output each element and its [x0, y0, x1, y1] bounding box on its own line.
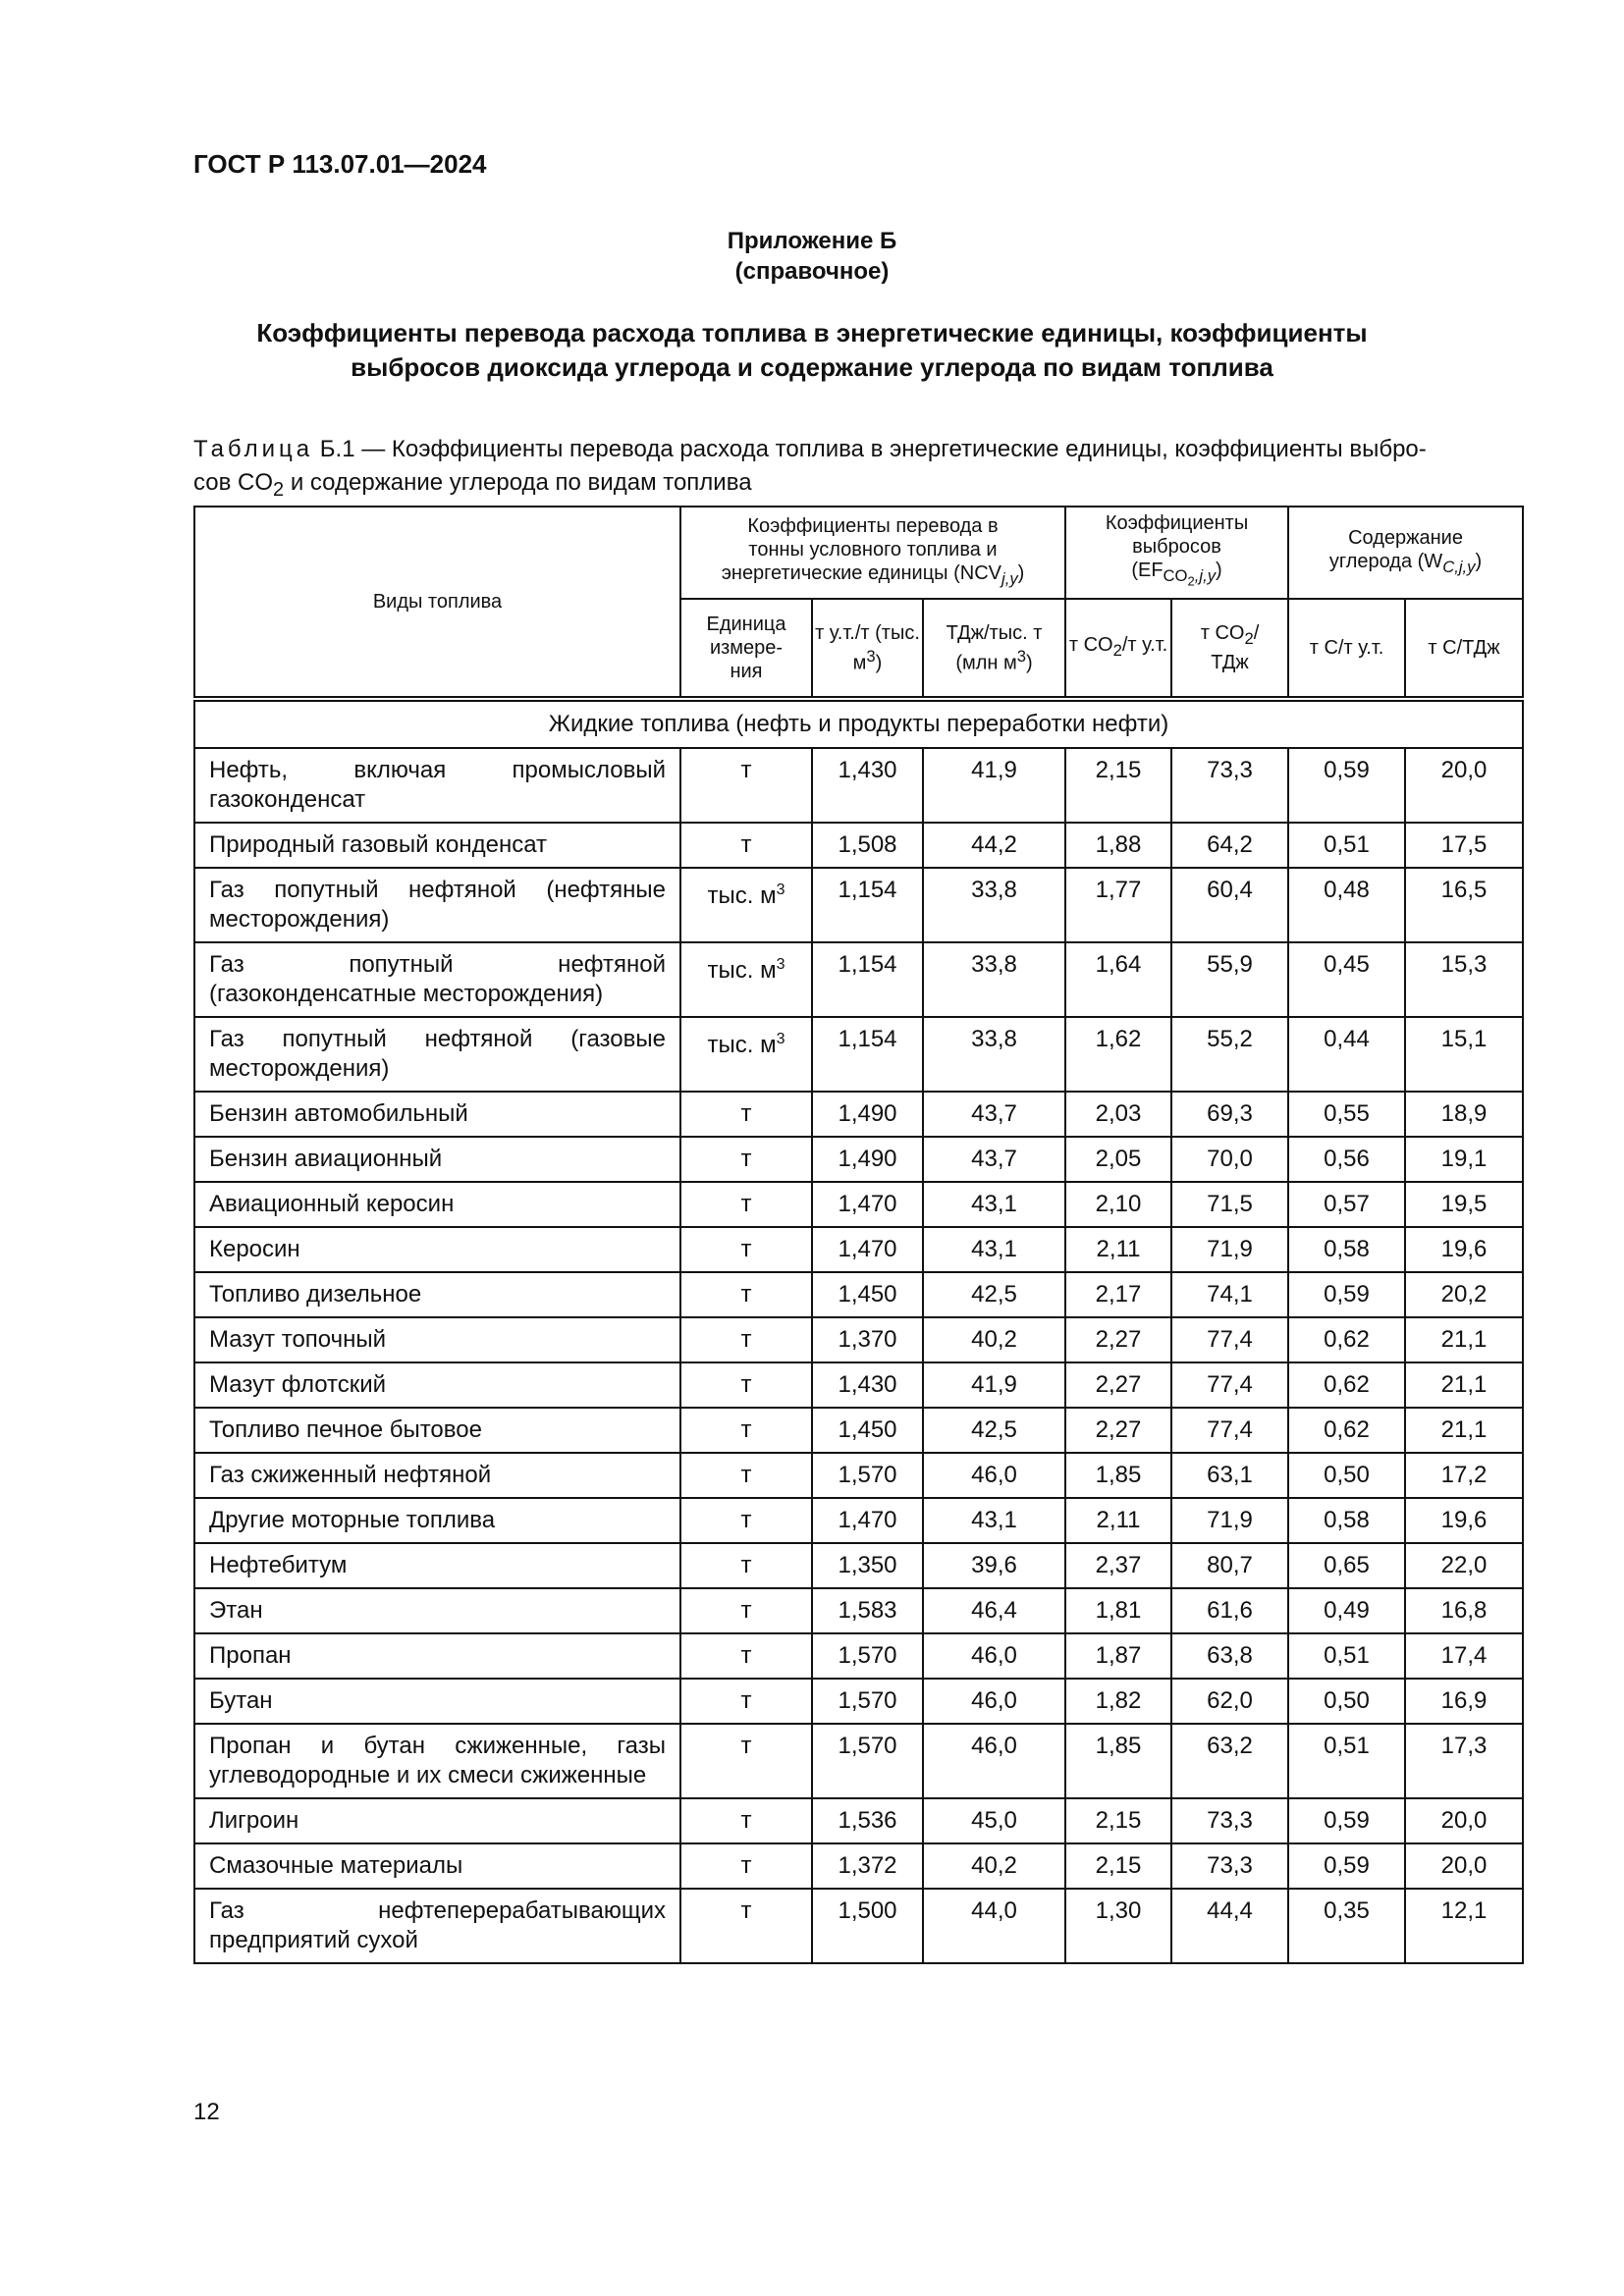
cell-name: Топливо печное бытовое [194, 1408, 680, 1453]
header-group-ef [1065, 507, 1288, 599]
caption-line-2a: сов CO [193, 469, 274, 496]
cell-ef-tj: 70,0 [1171, 1137, 1288, 1182]
cell-name: Мазут флотский [194, 1362, 680, 1408]
cell-ef-tce: 1,87 [1065, 1633, 1171, 1679]
cell-tj: 43,1 [923, 1498, 1065, 1543]
cell-unit: т [680, 1679, 812, 1724]
cell-tj: 43,7 [923, 1092, 1065, 1137]
cell-ef-tj: 71,5 [1171, 1182, 1288, 1227]
cell-tce: 1,154 [812, 1017, 923, 1092]
cell-name: Газ попутный нефтяной (нефтяные месторождения) [194, 868, 680, 942]
cell-tce: 1,430 [812, 1362, 923, 1408]
cell-wc-tj: 20,2 [1405, 1272, 1523, 1317]
table-caption [193, 433, 1519, 507]
cell-unit: т [680, 1317, 812, 1362]
cell-tj: 43,7 [923, 1137, 1065, 1182]
appendix-label: Приложение Б [727, 228, 897, 254]
cell-tj: 46,0 [923, 1724, 1065, 1798]
cell-tce: 1,570 [812, 1679, 923, 1724]
cell-tce: 1,450 [812, 1408, 923, 1453]
cell-unit: т [680, 1889, 812, 1963]
section-liquid-fuels: Жидкие топлива (нефть и продукты переработки нефти) [194, 699, 1523, 748]
cell-unit: тыс. $м^3$ [680, 942, 812, 1017]
cell-ef-tce: 2,15 [1065, 748, 1171, 823]
cell-ef-tj: 63,1 [1171, 1453, 1288, 1498]
cell-unit: т [680, 748, 812, 823]
table-row [194, 1272, 1523, 1317]
cell-ef-tce: 2,10 [1065, 1182, 1171, 1227]
cell-tce: 1,370 [812, 1317, 923, 1362]
cell-ef-tce: 1,64 [1065, 942, 1171, 1017]
cell-ef-tce: 2,27 [1065, 1408, 1171, 1453]
header-tce: т у.т./т (тыс. $м^3$) [812, 599, 923, 699]
cell-tce: 1,154 [812, 942, 923, 1017]
cell-tj: 40,2 [923, 1843, 1065, 1889]
header-wc-close: ) [1475, 551, 1483, 572]
cell-ef-tce: 2,27 [1065, 1362, 1171, 1408]
appendix-title [236, 316, 1388, 385]
cell-ef-tce: 1,62 [1065, 1017, 1171, 1092]
cell-wc-tj: 22,0 [1405, 1543, 1523, 1588]
cell-ef-tce: 2,15 [1065, 1798, 1171, 1843]
cell-tj: 40,2 [923, 1317, 1065, 1362]
cell-wc-tce: 0,35 [1288, 1889, 1405, 1963]
cell-wc-tj: 15,1 [1405, 1017, 1523, 1092]
cell-wc-tce: 0,49 [1288, 1588, 1405, 1633]
cell-name: Газ сжиженный нефтяной [194, 1453, 680, 1498]
cell-tce: 1,350 [812, 1543, 923, 1588]
cell-ef-tj: 44,4 [1171, 1889, 1288, 1963]
cell-name: Природный газовый конденсат [194, 823, 680, 868]
cell-ef-tj: 77,4 [1171, 1362, 1288, 1408]
cell-tce: 1,470 [812, 1227, 923, 1272]
cell-ef-tce: 2,03 [1065, 1092, 1171, 1137]
cell-ef-tce: 1,85 [1065, 1724, 1171, 1798]
table-row [194, 1679, 1523, 1724]
cell-ef-tj: 74,1 [1171, 1272, 1288, 1317]
cell-ef-tj: 71,9 [1171, 1227, 1288, 1272]
cell-wc-tj: 17,3 [1405, 1724, 1523, 1798]
cell-wc-tj: 19,6 [1405, 1227, 1523, 1272]
table-row [194, 1843, 1523, 1889]
cell-wc-tj: 21,1 [1405, 1408, 1523, 1453]
cell-wc-tj: 16,5 [1405, 868, 1523, 942]
cell-name: Топливо дизельное [194, 1272, 680, 1317]
cell-wc-tj: 19,5 [1405, 1182, 1523, 1227]
cell-ef-tce: 1,82 [1065, 1679, 1171, 1724]
header-ef-tj: т $CO_2/$ ТДж [1171, 599, 1288, 699]
appendix-kind: (справочное) [734, 258, 890, 285]
cell-tj: 43,1 [923, 1227, 1065, 1272]
table-row [194, 1408, 1523, 1453]
cell-wc-tce: 0,58 [1288, 1498, 1405, 1543]
cell-ef-tce: 2,37 [1065, 1543, 1171, 1588]
cell-wc-tj: 19,6 [1405, 1498, 1523, 1543]
table-row [194, 1182, 1523, 1227]
cell-name: Смазочные материалы [194, 1843, 680, 1889]
cell-wc-tce: 0,62 [1288, 1362, 1405, 1408]
cell-tce: 1,570 [812, 1453, 923, 1498]
cell-unit: т [680, 1182, 812, 1227]
cell-wc-tce: 0,59 [1288, 748, 1405, 823]
table-row [194, 1498, 1523, 1543]
table-row [194, 1362, 1523, 1408]
cell-tj: 41,9 [923, 1362, 1065, 1408]
cell-wc-tce: 0,44 [1288, 1017, 1405, 1092]
table-row [194, 1798, 1523, 1843]
cell-wc-tce: 0,48 [1288, 868, 1405, 942]
cell-ef-tj: 77,4 [1171, 1317, 1288, 1362]
cell-tce: 1,570 [812, 1724, 923, 1798]
cell-unit: т [680, 1798, 812, 1843]
cell-ef-tce: 2,17 [1065, 1272, 1171, 1317]
table-row [194, 1724, 1523, 1798]
cell-tce: 1,372 [812, 1843, 923, 1889]
header-ef-sub-c: ,j,y [1194, 566, 1217, 586]
header-ncv-close: ) [1017, 562, 1025, 584]
cell-ef-tj: 60,4 [1171, 868, 1288, 942]
cell-tj: 42,5 [923, 1272, 1065, 1317]
cell-name: Газ попутный нефтяной (газовые месторождения) [194, 1017, 680, 1092]
table-row [194, 1227, 1523, 1272]
cell-tj: 39,6 [923, 1543, 1065, 1588]
cell-name: Нефть, включая промысловый газоконденсат [194, 748, 680, 823]
cell-wc-tce: 0,51 [1288, 1633, 1405, 1679]
cell-name: Пропан [194, 1633, 680, 1679]
header-wc-tce: т С/т у.т. [1288, 599, 1405, 699]
appendix-title-line-1: Коэффициенты перевода расхода топлива в энергетические единицы, коэффициенты [256, 318, 1368, 347]
header-ef-close: ) [1216, 560, 1222, 582]
cell-unit: т [680, 1092, 812, 1137]
cell-ef-tj: 63,2 [1171, 1724, 1288, 1798]
cell-wc-tj: 17,4 [1405, 1633, 1523, 1679]
table-row [194, 1092, 1523, 1137]
cell-unit: т [680, 1272, 812, 1317]
cell-tj: 33,8 [923, 1017, 1065, 1092]
cell-wc-tce: 0,59 [1288, 1843, 1405, 1889]
page-number: 12 [193, 2099, 220, 2125]
cell-tj: 46,0 [923, 1679, 1065, 1724]
cell-ef-tce: 1,85 [1065, 1453, 1171, 1498]
table-row [194, 823, 1523, 868]
cell-wc-tj: 20,0 [1405, 1843, 1523, 1889]
cell-wc-tce: 0,55 [1288, 1092, 1405, 1137]
table-row [194, 1453, 1523, 1498]
cell-name: Этан [194, 1588, 680, 1633]
cell-wc-tj: 16,9 [1405, 1679, 1523, 1724]
cell-name: Лигроин [194, 1798, 680, 1843]
cell-unit: т [680, 1453, 812, 1498]
cell-ef-tj: 77,4 [1171, 1408, 1288, 1453]
cell-wc-tce: 0,57 [1288, 1182, 1405, 1227]
cell-wc-tce: 0,51 [1288, 823, 1405, 868]
cell-tj: 46,0 [923, 1633, 1065, 1679]
cell-ef-tce: 1,77 [1065, 868, 1171, 942]
cell-wc-tce: 0,62 [1288, 1317, 1405, 1362]
cell-wc-tj: 20,0 [1405, 1798, 1523, 1843]
cell-wc-tce: 0,58 [1288, 1227, 1405, 1272]
table-row [194, 1543, 1523, 1588]
cell-unit: т [680, 1137, 812, 1182]
cell-tce: 1,570 [812, 1633, 923, 1679]
fuel-coefficients-table [193, 506, 1524, 1964]
cell-tj: 44,0 [923, 1889, 1065, 1963]
cell-wc-tj: 16,8 [1405, 1588, 1523, 1633]
cell-tce: 1,583 [812, 1588, 923, 1633]
cell-tce: 1,430 [812, 748, 923, 823]
table-row [194, 1017, 1523, 1092]
cell-wc-tj: 21,1 [1405, 1362, 1523, 1408]
cell-tce: 1,470 [812, 1182, 923, 1227]
cell-wc-tj: 20,0 [1405, 748, 1523, 823]
header-ef-text: Коэффициенты выбросов (EF [1105, 512, 1249, 582]
caption-line-1: Б.1 — Коэффициенты перевода расхода топлива в энергетические единицы, коэффициенты выбро- [313, 436, 1427, 462]
header-ef-tce: т $CO_2/т$ у.т. [1065, 599, 1171, 699]
cell-tj: 41,9 [923, 748, 1065, 823]
caption-line-2b: и содержание углерода по видам топлива [284, 469, 752, 496]
table-row [194, 748, 1523, 823]
cell-tce: 1,450 [812, 1272, 923, 1317]
cell-wc-tj: 18,9 [1405, 1092, 1523, 1137]
cell-unit: тыс. $м^3$ [680, 868, 812, 942]
cell-tce: 1,490 [812, 1137, 923, 1182]
cell-tce: 1,490 [812, 1092, 923, 1137]
cell-name: Керосин [194, 1227, 680, 1272]
cell-ef-tj: 61,6 [1171, 1588, 1288, 1633]
header-tj: ТДж/тыс. т (млн $м^3$) [923, 599, 1065, 699]
cell-unit: т [680, 1843, 812, 1889]
cell-name: Бензин авиационный [194, 1137, 680, 1182]
cell-tj: 44,2 [923, 823, 1065, 868]
table-row [194, 1889, 1523, 1963]
header-wc-text: Содержание углерода (W [1328, 527, 1463, 572]
cell-tj: 46,0 [923, 1453, 1065, 1498]
cell-ef-tce: 2,11 [1065, 1227, 1171, 1272]
cell-tce: 1,154 [812, 868, 923, 942]
cell-unit: т [680, 1543, 812, 1588]
cell-ef-tj: 64,2 [1171, 823, 1288, 868]
cell-wc-tce: 0,59 [1288, 1272, 1405, 1317]
cell-ef-tce: 1,30 [1065, 1889, 1171, 1963]
header-unit: Единица измере-ния [680, 599, 812, 699]
table-row [194, 1633, 1523, 1679]
cell-name: Авиационный керосин [194, 1182, 680, 1227]
header-ncv-text: Коэффициенты перевода в тонны условного топлива и энергетические единицы (NCV [721, 515, 1001, 584]
cell-wc-tce: 0,50 [1288, 1679, 1405, 1724]
cell-name: Газ нефтеперерабатывающих предприятий сухой [194, 1889, 680, 1963]
cell-ef-tj: 62,0 [1171, 1679, 1288, 1724]
cell-ef-tce: 2,11 [1065, 1498, 1171, 1543]
cell-ef-tj: 71,9 [1171, 1498, 1288, 1543]
cell-wc-tj: 15,3 [1405, 942, 1523, 1017]
cell-wc-tce: 0,51 [1288, 1724, 1405, 1798]
cell-wc-tj: 19,1 [1405, 1137, 1523, 1182]
cell-tce: 1,508 [812, 823, 923, 868]
header-ef-sub-a: CO [1163, 566, 1188, 586]
cell-tj: 33,8 [923, 942, 1065, 1017]
cell-wc-tce: 0,45 [1288, 942, 1405, 1017]
cell-tj: 45,0 [923, 1798, 1065, 1843]
cell-ef-tce: 2,15 [1065, 1843, 1171, 1889]
cell-name: Газ попутный нефтяной (газоконденсатные месторождения) [194, 942, 680, 1017]
cell-wc-tce: 0,65 [1288, 1543, 1405, 1588]
cell-ef-tj: 73,3 [1171, 1843, 1288, 1889]
cell-wc-tj: 12,1 [1405, 1889, 1523, 1963]
cell-wc-tj: 17,5 [1405, 823, 1523, 868]
cell-unit: т [680, 1498, 812, 1543]
caption-sub: 2 [273, 478, 285, 501]
header-ef-sub-b: 2 [1187, 573, 1195, 589]
table-row [194, 1317, 1523, 1362]
table-row [194, 1137, 1523, 1182]
cell-tj: 42,5 [923, 1408, 1065, 1453]
cell-ef-tj: 73,3 [1171, 1798, 1288, 1843]
cell-unit: т [680, 1633, 812, 1679]
cell-name: Бутан [194, 1679, 680, 1724]
cell-unit: т [680, 1227, 812, 1272]
cell-wc-tce: 0,50 [1288, 1453, 1405, 1498]
caption-table-word: Таблица [193, 436, 314, 462]
cell-name: Пропан и бутан сжиженные, газы углеводородные и их смеси сжиженные [194, 1724, 680, 1798]
cell-name: Нефтебитум [194, 1543, 680, 1588]
cell-wc-tce: 0,56 [1288, 1137, 1405, 1182]
cell-ef-tce: 2,05 [1065, 1137, 1171, 1182]
appendix-title-line-2: выбросов диоксида углерода и содержание углерода по видам топлива [351, 352, 1273, 382]
header-group-ncv [680, 507, 1065, 599]
cell-tj: 33,8 [923, 868, 1065, 942]
cell-unit: т [680, 1408, 812, 1453]
cell-unit: т [680, 1588, 812, 1633]
cell-wc-tj: 21,1 [1405, 1317, 1523, 1362]
cell-tce: 1,536 [812, 1798, 923, 1843]
cell-wc-tj: 17,2 [1405, 1453, 1523, 1498]
cell-tj: 43,1 [923, 1182, 1065, 1227]
cell-unit: т [680, 1724, 812, 1798]
cell-tce: 1,500 [812, 1889, 923, 1963]
table-row [194, 868, 1523, 942]
cell-ef-tj: 55,9 [1171, 942, 1288, 1017]
header-ncv-sub: j,y [1001, 569, 1018, 588]
cell-ef-tj: 63,8 [1171, 1633, 1288, 1679]
table-row [194, 942, 1523, 1017]
cell-ef-tce: 2,27 [1065, 1317, 1171, 1362]
cell-ef-tce: 1,88 [1065, 823, 1171, 868]
header-fuel-types: Виды топлива [194, 507, 680, 699]
document-code: ГОСТ Р 113.07.01—2024 [193, 149, 487, 179]
cell-ef-tj: 73,3 [1171, 748, 1288, 823]
cell-ef-tj: 69,3 [1171, 1092, 1288, 1137]
cell-name: Мазут топочный [194, 1317, 680, 1362]
header-group-wc [1288, 507, 1523, 599]
cell-wc-tce: 0,62 [1288, 1408, 1405, 1453]
cell-unit: т [680, 1362, 812, 1408]
cell-name: Другие моторные топлива [194, 1498, 680, 1543]
cell-tce: 1,470 [812, 1498, 923, 1543]
cell-tj: 46,4 [923, 1588, 1065, 1633]
header-wc-sub: C,j,y [1442, 558, 1476, 576]
cell-ef-tce: 1,81 [1065, 1588, 1171, 1633]
cell-name: Бензин автомобильный [194, 1092, 680, 1137]
header-wc-tj: т С/ТДж [1405, 599, 1523, 699]
cell-unit: т [680, 823, 812, 868]
cell-ef-tj: 55,2 [1171, 1017, 1288, 1092]
cell-ef-tj: 80,7 [1171, 1543, 1288, 1588]
table-row [194, 1588, 1523, 1633]
cell-unit: тыс. $м^3$ [680, 1017, 812, 1092]
cell-wc-tce: 0,59 [1288, 1798, 1405, 1843]
